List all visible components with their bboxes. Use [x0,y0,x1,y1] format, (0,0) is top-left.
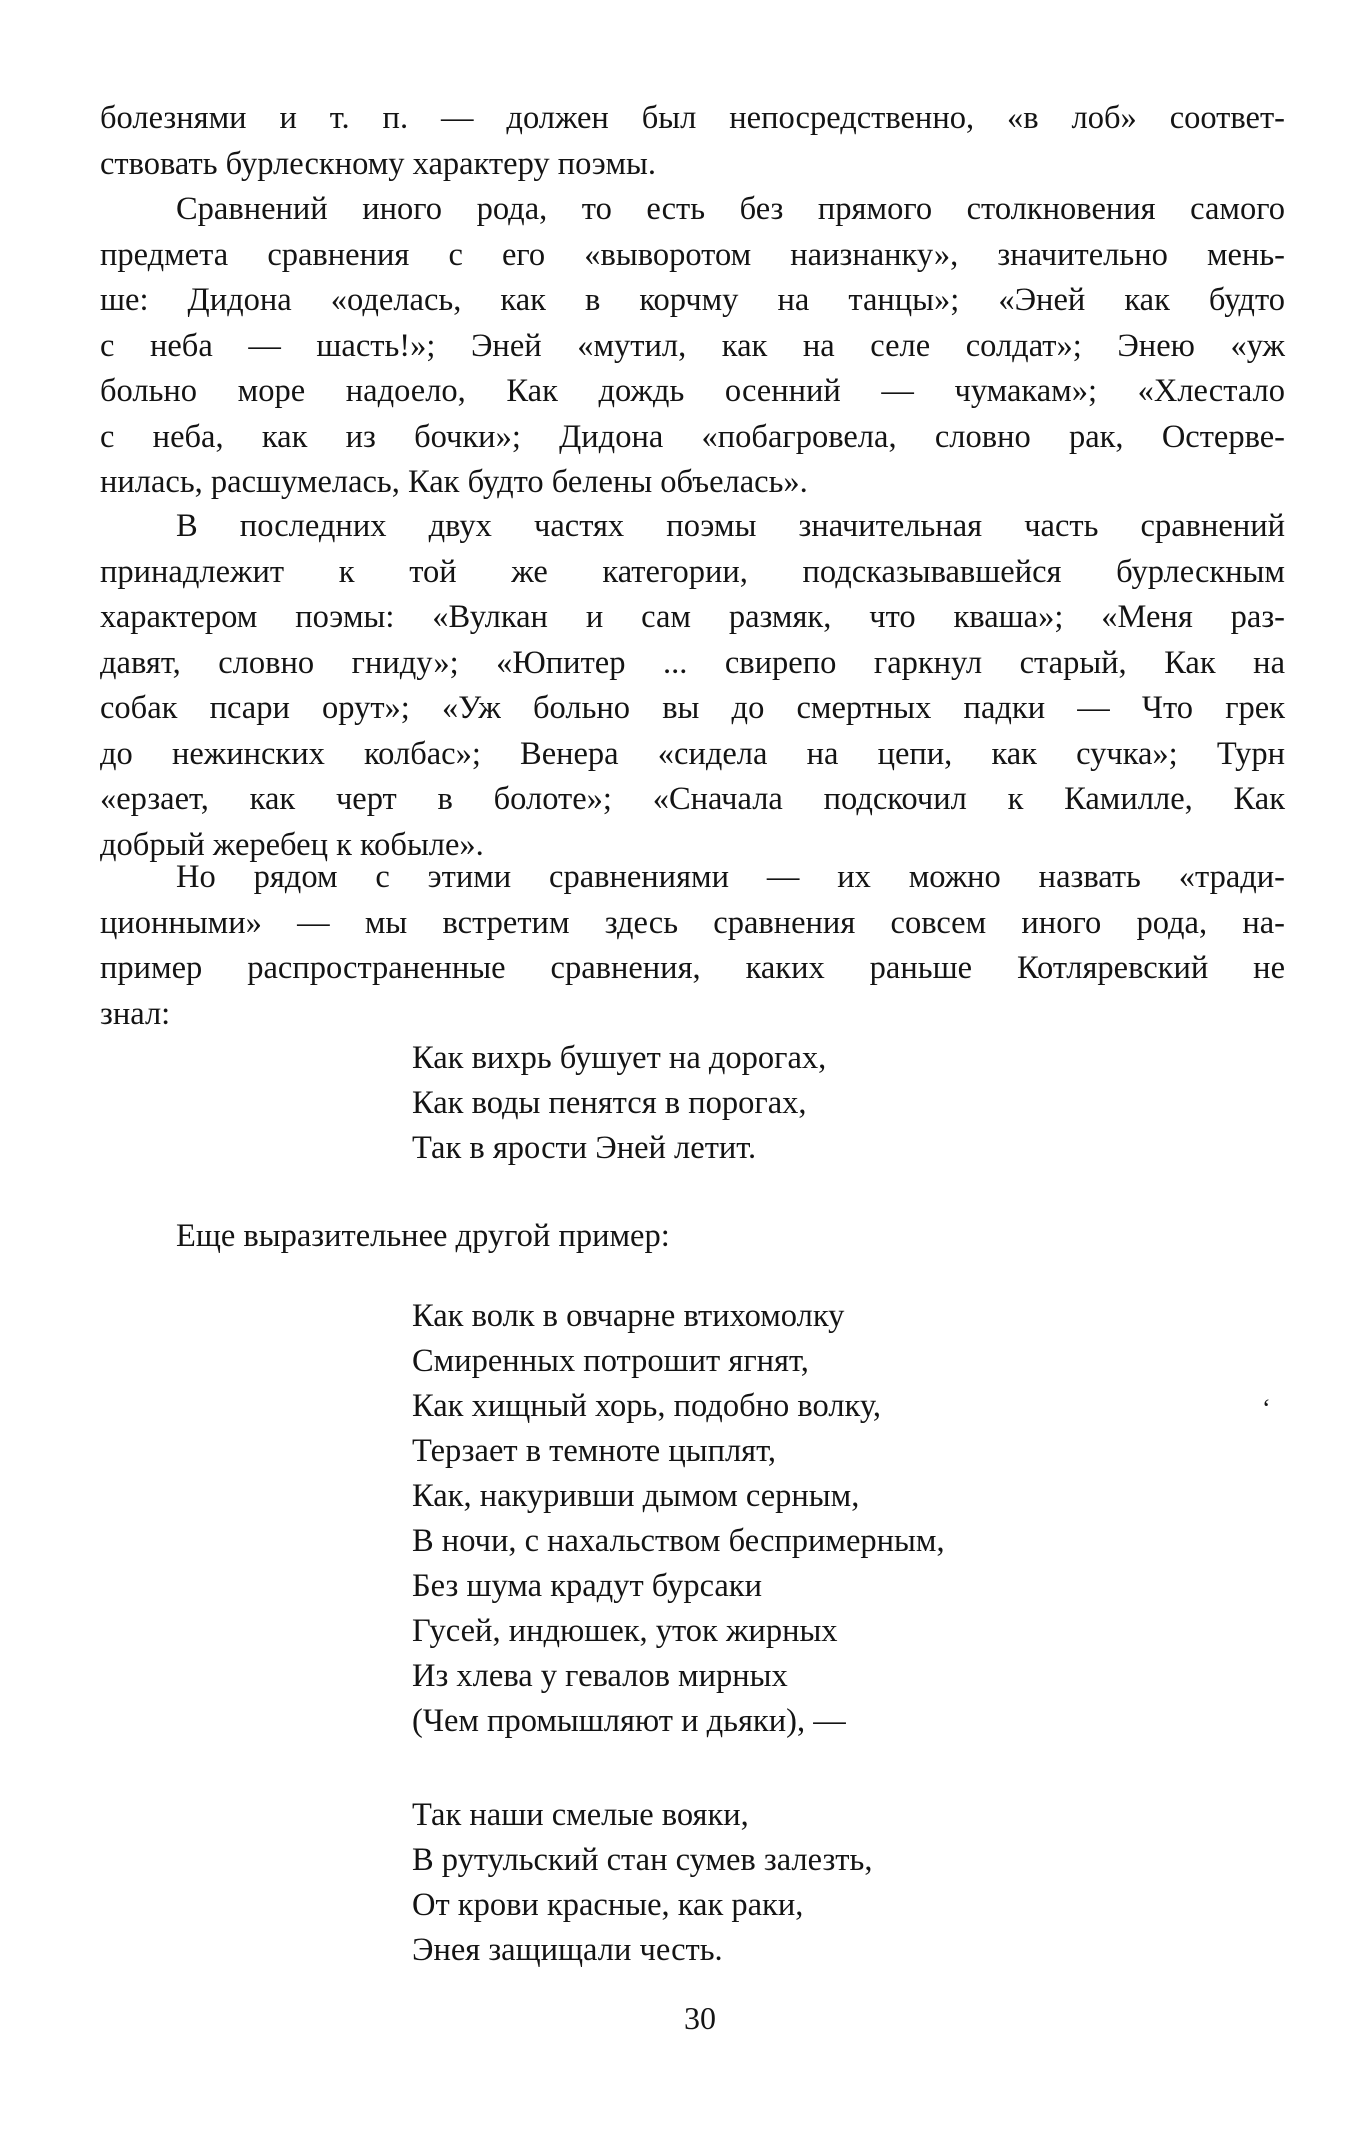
text-line: с неба — шасть!»; Эней «мутил, как на селе солдат»; Энею «уж [100,327,1285,364]
verse-line: (Чем промышляют и дьяки), — [412,1703,846,1739]
verse-line: От крови красные, как раки, [412,1887,804,1923]
verse-quote-1 [412,1036,826,1171]
text-line: ционными» — мы встретим здесь сравнения совсем иного рода, на- [100,904,1285,941]
text-line: «ерзает, как черт в болоте»; «Сначала подскочил к Камилле, Как [100,781,1285,817]
verse-line: Без шума крадут бурсаки [412,1568,762,1604]
text-line: добрый жеребец к кобыле». [100,826,484,863]
text-line: пример распространенные сравнения, каких раньше Котляревский не [100,950,1285,986]
text-line: собак псари орут»; «Уж больно вы до смертных падки — Что грек [100,690,1285,726]
paragraph-3 [100,504,1285,868]
lead-in-line: Еще выразительнее другой пример: [176,1218,670,1254]
verse-line: Как вихрь бушует на дорогах, [412,1040,827,1076]
verse-line: Смиренных потрошит ягнят, [412,1343,809,1379]
text-line: с неба, как из бочки»; Дидона «побагровела, словно рак, Остерве- [100,418,1285,455]
verse-line: Из хлева у гевалов мирных [412,1658,788,1694]
verse-line: Как, накуривши дымом серным, [412,1478,860,1514]
text-line: давят, словно гниду»; «Юпитер ... свирепо гаркнул старый, Как на [100,644,1285,681]
verse-line: Энея защищали честь. [412,1932,723,1968]
text-line: предмета сравнения с его «выворотом наизнанку», значительно мень- [100,236,1285,273]
paragraph-2 [100,187,1285,506]
text-line: нилась, расшумелась, Как будто белены объелась». [100,464,808,500]
text-line: до нежинских колбас»; Венера «сидела на цепи, как сучка»; Турн [100,735,1285,772]
text-line: знал: [100,995,171,1032]
text-line: Но рядом с этими сравнениями — их можно назвать «тради- [176,859,1285,895]
verse-quote-2 [412,1294,945,1744]
text-line: В последних двух частях поэмы значительная часть сравнений [176,508,1285,544]
verse-line: Так в ярости Эней летит. [412,1130,757,1166]
text-line: характером поэмы: «Вулкан и сам размяк, что кваша»; «Меня раз- [100,599,1285,635]
margin-mark: ‘ [1262,1394,1271,1423]
text-line: больно море надоело, Как дождь осенний — чумакам»; «Хлестало [100,373,1285,409]
text-line: ше: Дидона «оделась, как в корчму на танцы»; «Эней как будто [100,282,1285,318]
text-line: принадлежит к той же категории, подсказывавшейся бурлескным [100,553,1285,590]
verse-line: Как волк в овчарне втихомолку [412,1298,845,1334]
verse-line: Как хищный хорь, подобно волку, [412,1388,881,1424]
verse-line: Так наши смелые вояки, [412,1797,749,1833]
paragraph-1 [100,96,1285,187]
page-number: 30 [684,2000,716,2036]
text-line: Сравнений иного рода, то есть без прямого столкновения самого [176,191,1285,227]
verse-quote-3 [412,1793,872,1973]
verse-line: Гусей, индюшек, уток жирных [412,1613,838,1649]
text-line: болезнями и т. п. — должен был непосредственно, «в лоб» соответ- [100,100,1285,136]
text-line: ствовать бурлескному характеру поэмы. [100,145,656,182]
verse-line: Терзает в темноте цыплят, [412,1433,777,1469]
verse-line: Как воды пенятся в порогах, [412,1085,807,1121]
verse-line: В рутульский стан сумев залезть, [412,1842,873,1878]
verse-line: В ночи, с нахальством беспримерным, [412,1523,945,1559]
paragraph-4 [100,855,1285,1037]
